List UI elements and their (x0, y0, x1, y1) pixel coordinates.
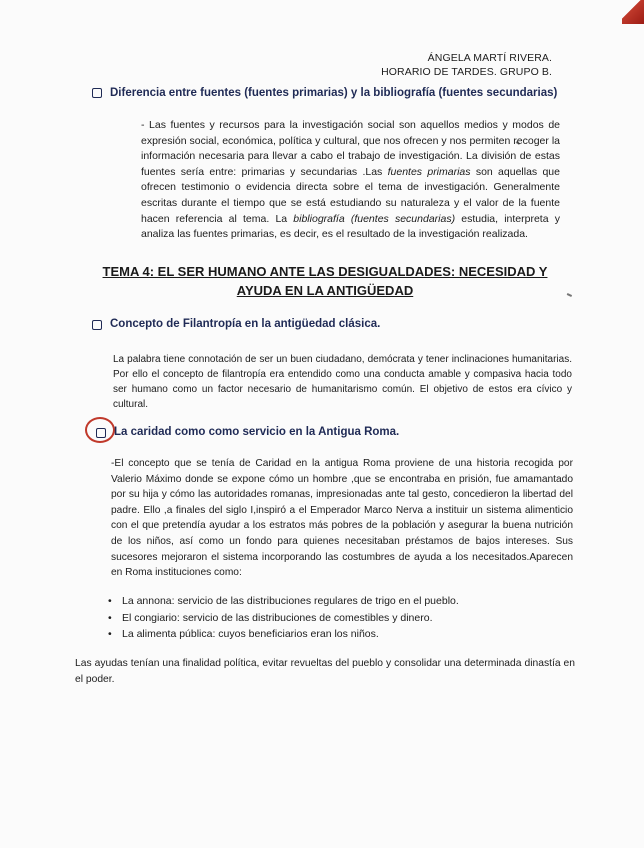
paragraph-fuentes (75, 118, 560, 243)
institutions-list (108, 593, 459, 643)
paragraph-caridad (75, 456, 573, 581)
list-item: • La annona: servicio de las distribuciones regulares de trigo en el pueblo. (108, 593, 459, 610)
section-heading-caridad (96, 426, 399, 438)
paragraph-closing: Las ayudas tenían una finalidad política, evitar revueltas del pueblo y consolidar una determinada dinastía en el poder. (75, 658, 575, 685)
list-item: • El congiario: servicio de las distribuciones de comestibles y dinero. (108, 610, 459, 627)
section-heading-filantropia (92, 318, 380, 330)
paragraph-text: estudia, interpreta y analiza las fuentes primarias, es decir, es el resultado de la investigación realizada. (141, 212, 560, 241)
section-heading-text: Concepto de Filantropía en la antigüedad clásica. (110, 318, 381, 330)
group-label: HORARIO DE TARDES. GRUPO B. (381, 66, 552, 78)
checkbox-bullet-icon (92, 320, 102, 330)
emphasis-text: fuentes primarias (387, 165, 471, 178)
paragraph-text: La palabra tiene connotación de ser un buen ciudadano, demócrata y tener inclinaciones humanitarias. Por ello el concepto de filantropía era entendido como una conducta amable y compasiva hacia todo ser humano como un factor necesario de humanitarismo común. El objetivo de estos era cívico y cultural. (113, 354, 572, 410)
author-name: ÁNGELA MARTÍ RIVERA. (427, 52, 552, 64)
author-header (381, 51, 552, 79)
emphasis-text: bibliografía (fuentes secundarias) (293, 212, 456, 225)
checkbox-bullet-icon (92, 88, 102, 98)
paragraph-text: -El concepto que se tenía de Caridad en la antigua Roma proviene de una historia recogida por Valerio Máximo donde se expone cómo un hombre ,que se encontraba en prisión, fue amamantado por su hija y cómo las autoridades romanas, impresionadas ante tal gesto, concedieron la libertad del padre. Ello ,a finales del siglo I,inspiró a el Emperador Marco Nerva a instituir un sistema alimenticio con el que pretendía ayudar a los estratos más pobres de la población y asegurar la buena nutrición de los niños, así como un fondo para quienes necesitaban préstamos de bajos intereses. Sus sucesores mejoraron el sistema incorporando las costumbres de ayuda a los necesitados.Aparecen en Roma instituciones como: (111, 458, 573, 579)
red-corner-mark (622, 0, 644, 24)
list-item: • La alimenta pública: cuyos beneficiarios eran los niños. (108, 626, 459, 643)
unit-title-line: TEMA 4: EL SER HUMANO ANTE LAS DESIGUALDADES: NECESIDAD Y (102, 264, 548, 279)
checkbox-bullet-icon (96, 428, 106, 438)
bullet-dot-icon: • (108, 628, 112, 640)
unit-title-line: AYUDA EN LA ANTIGÜEDAD (236, 283, 414, 298)
unit-title (60, 262, 590, 300)
section-heading-text: La caridad como como servicio en la Antigua Roma. (114, 426, 400, 438)
section-heading-text: Diferencia entre fuentes (fuentes primarias) y la bibliografía (fuentes secundarias) (110, 87, 558, 99)
section-heading-fuentes (92, 86, 558, 100)
paragraph-text: son aquellas que ofrecen testimonio o evidencia directa sobre el tema de investigación. Generalmente escritas durante el tiempo que se está estudiando su naturaleza y el valor de la fuente hacen referencia al tema. La (141, 165, 560, 225)
bullet-dot-icon: • (108, 611, 112, 624)
paragraph-text: - Las fuentes y recursos para la investigación social son aquellos medios y modos de expresión social, económica, política y cultural, que nos ofrecen y nos permiten recoger la información necesaria para llevar a cabo el trabajo de investigación. La división de estas fuentes sería entre: primarias y secundarias .Las (141, 119, 560, 178)
bullet-dot-icon: • (108, 595, 112, 607)
paragraph-filantropia (75, 352, 572, 412)
